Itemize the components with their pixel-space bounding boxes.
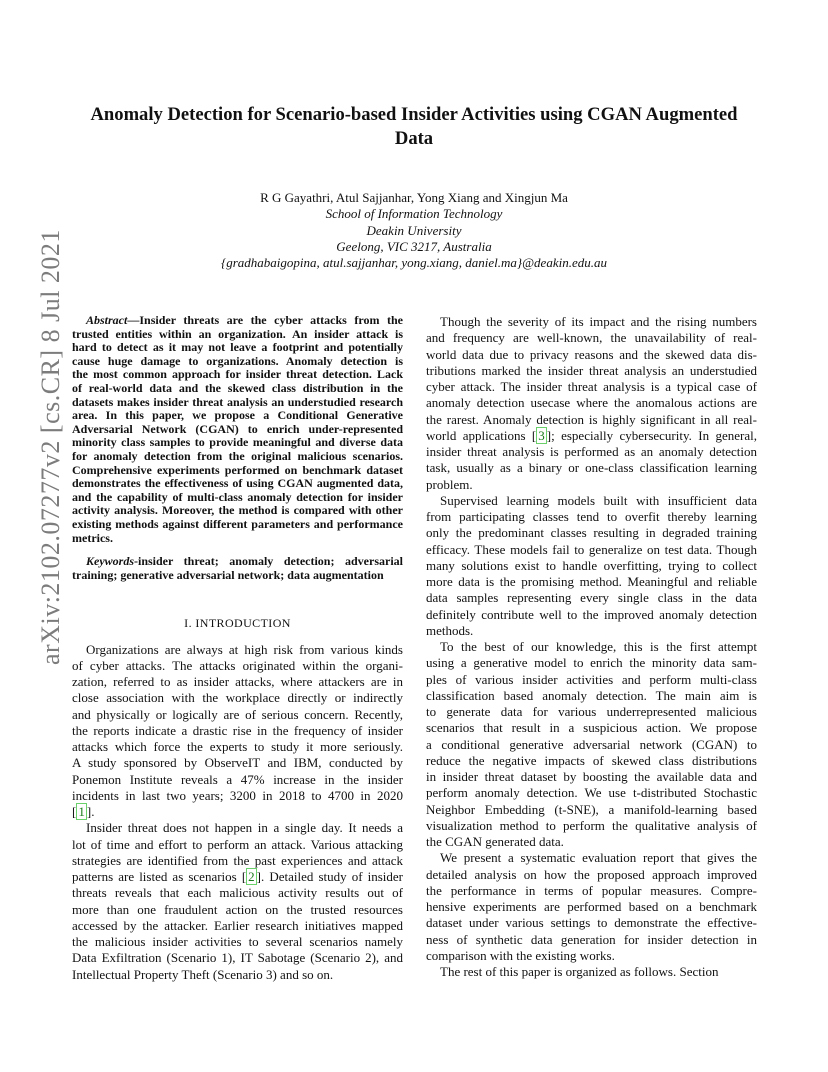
text-line: Supervised learning models built with insufficient data <box>440 492 757 508</box>
text-line: the CGAN generated data. <box>426 834 564 849</box>
text-line: The rest of this paper is organized as follows. Section <box>440 964 719 979</box>
text-line: To the best of our knowledge, this is the first attempt <box>440 639 757 654</box>
text-line: comparison with the existing works. <box>426 947 615 963</box>
paper-title: Anomaly Detection for Scenario-based Insider Activities using CGAN Augmented Data <box>90 104 738 149</box>
text-line: data samples representing every single class in the data <box>426 590 757 606</box>
text-line: the rarest. Anomaly detection is highly significant in all real- <box>426 411 757 427</box>
left-body-text <box>72 642 403 983</box>
paragraph <box>72 642 403 821</box>
text-line: methods. <box>426 622 474 638</box>
text-line: world applications [ 3 ]; especially cybersecurity. In general, <box>426 427 757 443</box>
abstract-line: Comprehensive experiments performed on benchmark dataset <box>72 462 403 477</box>
abstract-line <box>72 314 403 328</box>
affiliation-school: School of Information Technology <box>325 206 503 222</box>
section-heading-introduction: I. INTRODUCTION <box>184 616 291 631</box>
text-line: insider threat analysis is performed as an anomaly detection <box>426 444 757 459</box>
text-line: problem. <box>426 476 473 492</box>
text-line: Though the severity of its impact and the rising numbers <box>440 314 757 329</box>
text-line: A study sponsored by ObserveIT and IBM, conducted by <box>72 755 403 771</box>
text-line: patterns are listed as scenarios [ 2 ]. Detailed study of insider <box>72 869 403 885</box>
abstract-line: area. In this paper, we propose a Conditional Generative <box>72 408 403 423</box>
text-line: close association with the workplace directly or indirectly <box>72 690 403 706</box>
text-line: and physically or logically are of serious concern. Recently, <box>72 706 403 722</box>
text-line: threats reveals that each malicious activity results out of <box>72 885 403 901</box>
text-line: of cyber attacks. The attacks originated within the organi- <box>72 657 403 673</box>
text-line: classification based anomaly detection. The main aim is <box>426 687 757 703</box>
arxiv-stamp: arXiv:2102.07277v2 [cs.CR] 8 Jul 2021 <box>36 229 65 665</box>
abstract-line: and the capability of multi-class anomaly detection for insider <box>72 489 403 504</box>
text-line: perform anomaly detection. We use t-distributed Stochastic <box>426 785 757 801</box>
abstract-line-text: —Insider threats are the cyber attacks from the <box>127 313 403 327</box>
author-names: R G Gayathri, Atul Sajjanhar, Yong Xiang and Xingjun Ma <box>260 190 568 205</box>
text-line: accessed by the attacker. Earlier research initiatives mapped <box>72 917 403 933</box>
text-line: and frequency are well-known, the unavailability of real- <box>426 330 757 346</box>
text-line: the reports indicate a drastic rise in the frequency of insider <box>72 722 403 738</box>
keywords-label: Keywords <box>86 554 134 569</box>
text-line: task, usually as a binary or one-class classification learning <box>426 460 757 476</box>
text-line: from participating classes tend to overfit thereby learning <box>426 509 757 524</box>
text-line: Organizations are always at high risk from various kinds <box>86 641 403 657</box>
affiliation-location: Geelong, VIC 3217, Australia <box>336 238 492 254</box>
text-line: zation, referred to as insider attacks, where attackers are in <box>72 674 403 690</box>
text-line: only the predominant classes resulting in degraded training <box>426 525 757 541</box>
text-line: anomaly detection usecase where the anomalous actions are <box>426 395 757 411</box>
abstract-line: demonstrates the effectiveness of using CGAN augmented data, <box>72 476 403 491</box>
text-line: scenarios that result in a suspicious action. We propose <box>426 720 757 736</box>
text-line: a conditional generative adversarial network (CGAN) to <box>426 736 757 752</box>
text-line: [ 1 ]. <box>72 804 95 820</box>
keywords-line <box>72 555 403 569</box>
text-line: ples of various insider activities and perform multi-class <box>426 671 757 687</box>
abstract-line: for anomaly detection from the original malicious scenarios. <box>72 448 403 463</box>
text-line: the malicious insider activities to several scenarios namely <box>72 934 403 950</box>
text-line: in insider threat dataset by boosting the available data and <box>426 769 757 784</box>
text-line: world data due to privacy reasons and the skewed data dis- <box>426 346 757 362</box>
text-line: Neighbor Embedding (t-SNE), a manifold-learning based <box>426 801 757 817</box>
text-line: hensive experiments are performed based on a benchmark <box>426 899 757 914</box>
text-line: tributions marked the insider threat analysis an understudied <box>426 362 757 378</box>
abstract-line: metrics. <box>72 530 113 545</box>
abstract-label: Abstract <box>86 313 128 327</box>
abstract-line: minority class samples to provide meaningful and diverse data <box>72 435 403 450</box>
text-line: using a generative model to enrich the minority data sam- <box>426 655 757 671</box>
text-line: attacks which force the experts to study it more seriously. <box>72 739 403 755</box>
text-line: definitely contribute well to the improved anomaly detection <box>426 606 757 622</box>
text-line: visualization method to perform the qualitative analysis of <box>426 817 757 833</box>
text-line: We present a systematic evaluation report that gives the <box>440 850 757 866</box>
author-emails: {gradhabaigopina, atul.sajjanhar, yong.xiang, daniel.ma}@deakin.edu.au <box>221 255 607 271</box>
text-line: many solutions exist to handle overfitting, trying to collect <box>426 557 757 573</box>
text-line: reduce the negative impacts of skewed class distributions <box>426 752 757 768</box>
affiliation-university: Deakin University <box>366 222 462 238</box>
keywords-line: training; generative adversarial network; data augmentation <box>72 567 384 582</box>
keywords <box>72 555 403 582</box>
abstract-line: cause huge damage to organizations. Anomaly detection is <box>72 353 403 368</box>
abstract-line: the most common approach for insider threat detection. Lack <box>72 367 403 382</box>
abstract <box>72 314 403 545</box>
text-line: ness of synthetic data generation for insider detection in <box>426 931 757 947</box>
paragraph <box>426 314 757 493</box>
text-line: efficacy. These models fail to generalize on test data. Though <box>426 541 757 557</box>
text-line: dataset under various settings to demonstrate the effective- <box>426 915 757 931</box>
text-line: the performance in terms of popular measures. Compre- <box>426 882 757 898</box>
abstract-line: of real-world data and the skewed class distribution in the <box>72 380 403 395</box>
abstract-line: hard to detect as it may not leave a footprint and potentially <box>72 340 403 355</box>
text-line: to generate data for various underrepresented malicious <box>426 704 757 719</box>
paragraph <box>426 493 757 639</box>
text-line: lot of time and effort to perform an attack. Various attacking <box>72 836 403 852</box>
text-line: cyber attack. The insider threat analysis is a typical case of <box>426 379 757 394</box>
abstract-line: activity analysis. Moreover, the method is compared with other <box>72 503 403 518</box>
paragraph <box>426 964 757 980</box>
keywords-line-text: -insider threat; anomaly detection; adversarial <box>134 554 403 569</box>
text-line: Intellectual Property Theft (Scenario 3) and so on. <box>72 966 334 982</box>
right-body-text <box>426 314 757 980</box>
text-line: Data Exfiltration (Scenario 1), IT Sabotage (Scenario 2), and <box>72 950 403 966</box>
citation-link[interactable]: 3 <box>538 427 545 443</box>
citation-link[interactable]: 2 <box>248 869 255 885</box>
paragraph <box>72 820 403 983</box>
abstract-line: datasets makes insider threat analysis an understudied research <box>72 394 403 409</box>
paragraph <box>426 850 757 964</box>
text-line: Ponemon Institute reveals a 47% increase in the insider <box>72 771 403 787</box>
right-column <box>426 314 757 980</box>
left-column <box>72 314 403 983</box>
text-line: incidents in last two years; 3200 in 2018 to 4700 in 2020 <box>72 787 403 803</box>
text-line: detailed analysis on how the proposed approach improved <box>426 866 757 882</box>
text-line: more than one fraudulent action on the trusted resources <box>72 901 403 917</box>
text-line: strategies are identified from the past experiences and attack <box>72 852 403 868</box>
author-block <box>150 190 678 271</box>
paragraph <box>426 639 757 850</box>
text-line: more data is the promising method. Meaningful and reliable <box>426 574 757 589</box>
text-line: Insider threat does not happen in a single day. It needs a <box>86 820 403 836</box>
citation-link[interactable]: 1 <box>78 804 85 820</box>
abstract-line: Adversarial Network (CGAN) to enrich under-represented <box>72 421 403 436</box>
abstract-line: existing methods against different parameters and performance <box>72 516 403 531</box>
abstract-line: trusted entities within an organization. An insider attack is <box>72 326 403 341</box>
